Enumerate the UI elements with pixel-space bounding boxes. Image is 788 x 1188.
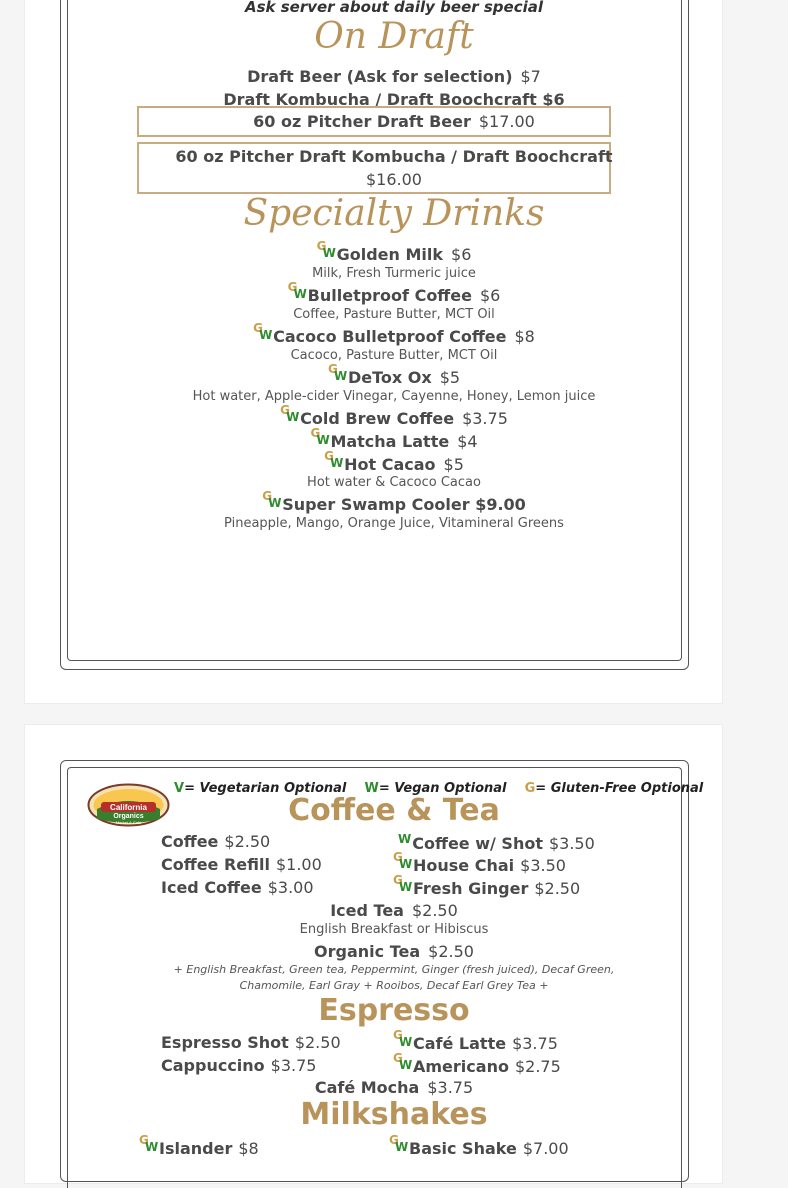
vegan-icon: W (364, 781, 379, 796)
specialty-item-price: $6 (451, 245, 472, 264)
menu-item: Iced Coffee $3.00 (161, 878, 314, 897)
specialty-item-price: $3.75 (462, 409, 508, 428)
specialty-item-name: Cold Brew Coffee (300, 409, 455, 428)
pitcher-kombucha-price: $16.00 (366, 170, 422, 189)
gluten-vegan-icon: G W (287, 280, 307, 301)
gluten-free-icon: G (524, 781, 536, 796)
espresso-title: Espresso (318, 993, 470, 1028)
specialty-item-name: DeTox Ox (347, 368, 432, 387)
gluten-vegan-icon: G W (393, 1051, 413, 1072)
pitcher-beer-name: 60 oz Pitcher Draft Beer (253, 112, 471, 131)
legend-text: = Gluten-Free Optional (535, 781, 704, 796)
pitcher-beer (0, 112, 788, 131)
draft-item-name: Draft Kombucha / Draft Boochcraft (223, 90, 537, 109)
draft-item-price: $7 (520, 67, 541, 86)
specialty-item-price: $4 (457, 432, 478, 451)
specialty-item-desc: Cacoco, Pasture Butter, MCT Oil (290, 348, 498, 363)
gluten-vegan-icon: G W (262, 489, 282, 510)
legend-text: = Vegetarian Optional (184, 781, 347, 796)
organic-tea-note: + English Breakfast, Green tea, Peppermint, Ginger (fresh juiced), Decaf Green, (173, 963, 615, 976)
specialty-item-name: Bulletproof Coffee (307, 286, 472, 305)
gluten-vegan-icon: G W (324, 449, 344, 470)
iced-tea-desc: English Breakfast or Hibiscus (299, 922, 489, 937)
specialty-item (0, 426, 788, 451)
specialty-item-name: Matcha Latte (330, 432, 450, 451)
on-draft-title: On Draft (314, 16, 474, 57)
specialty-item-price: $5 (439, 368, 461, 387)
legend-text: = Vegan Optional (378, 781, 507, 796)
specialty-item (0, 321, 788, 346)
specialty-title: Specialty Drinks (243, 193, 545, 234)
svg-text:Organics: Organics (113, 813, 144, 820)
milkshakes-title: Milkshakes (300, 1097, 488, 1132)
organic-tea: Organic Tea $2.50 (314, 942, 474, 961)
cafe-mocha: Café Mocha $3.75 (314, 1078, 474, 1097)
pitcher-kombucha-name: 60 oz Pitcher Draft Kombucha / Draft Boochcraft (175, 147, 613, 166)
menu-item: G W Basic Shake $7.00 (389, 1133, 569, 1158)
specialty-item-desc: Hot water & Cacoco Cacao (307, 475, 481, 490)
specialty-item-desc: Pineapple, Mango, Orange Juice, Vitamineral Greens (224, 516, 564, 531)
specialty-item-desc: Milk, Fresh Turmeric juice (312, 266, 476, 281)
iced-tea: Iced Tea $2.50 (330, 901, 458, 920)
gluten-vegan-icon: G W (389, 1133, 409, 1154)
specialty-item-price: $5 (443, 455, 464, 474)
menu-item: G W Fresh Ginger $2.50 (393, 873, 581, 898)
beer-special-note: Ask server about daily beer special (244, 0, 544, 16)
specialty-item-price: $6 (479, 286, 501, 305)
menu-item: $^W$Coffee w/ Shot $3.50 (398, 832, 595, 853)
specialty-item-name: Golden Milk (336, 245, 444, 264)
specialty-item (0, 239, 788, 264)
draft-item-price: $6 (542, 90, 565, 109)
gluten-vegan-icon: G W (253, 321, 273, 342)
menu-item: Coffee $2.50 (161, 832, 271, 851)
specialty-item (0, 449, 788, 474)
specialty-item (0, 280, 788, 305)
gluten-vegan-icon: G W (393, 1028, 413, 1049)
gluten-vegan-icon: G W (310, 426, 330, 447)
menu-item: G W Islander $8 (139, 1133, 259, 1158)
gluten-vegan-icon: G W (393, 850, 413, 871)
specialty-item-name: Hot Cacao (344, 455, 436, 474)
draft-item-name: Draft Beer (Ask for selection) (247, 67, 513, 86)
specialty-item (0, 403, 788, 428)
specialty-item (0, 362, 788, 387)
gluten-vegan-icon: G W (393, 873, 413, 894)
specialty-item-desc: Coffee, Pasture Butter, MCT Oil (293, 307, 495, 322)
specialty-item-price: $8 (514, 327, 535, 346)
vegan-icon: W (398, 832, 412, 846)
menu-item: G W Café Latte $3.75 (393, 1028, 558, 1053)
specialty-item-name: Cacoco Bulletproof Coffee (273, 327, 507, 346)
vegetarian-icon: V (174, 781, 185, 796)
coffee-tea-title: Coffee & Tea (288, 793, 500, 828)
gluten-vegan-icon: G W (316, 239, 336, 260)
specialty-item (0, 489, 788, 514)
menu-item: Coffee Refill $1.00 (161, 855, 322, 874)
svg-text:Market & Café: Market & Café (115, 820, 142, 825)
draft-item (0, 67, 788, 86)
specialty-item-desc: Hot water, Apple-cider Vinegar, Cayenne, Honey, Lemon juice (192, 389, 596, 404)
menu-item: Cappuccino $3.75 (161, 1056, 317, 1075)
menu-item: G W House Chai $3.50 (393, 850, 566, 875)
gluten-vegan-icon: G W (280, 403, 300, 424)
specialty-item-name: Super Swamp Cooler $9.00 (282, 495, 526, 514)
gluten-vegan-icon: G W (327, 362, 348, 383)
menu-item: Espresso Shot $2.50 (161, 1033, 341, 1052)
pitcher-beer-price: $17.00 (478, 112, 535, 131)
gluten-vegan-icon: G W (139, 1133, 159, 1154)
svg-text:California: California (110, 803, 147, 812)
menu-item: G W Americano $2.75 (393, 1051, 561, 1076)
organic-tea-note: Chamomile, Earl Gray + Rooibos, Decaf Earl Grey Tea + (239, 979, 549, 992)
